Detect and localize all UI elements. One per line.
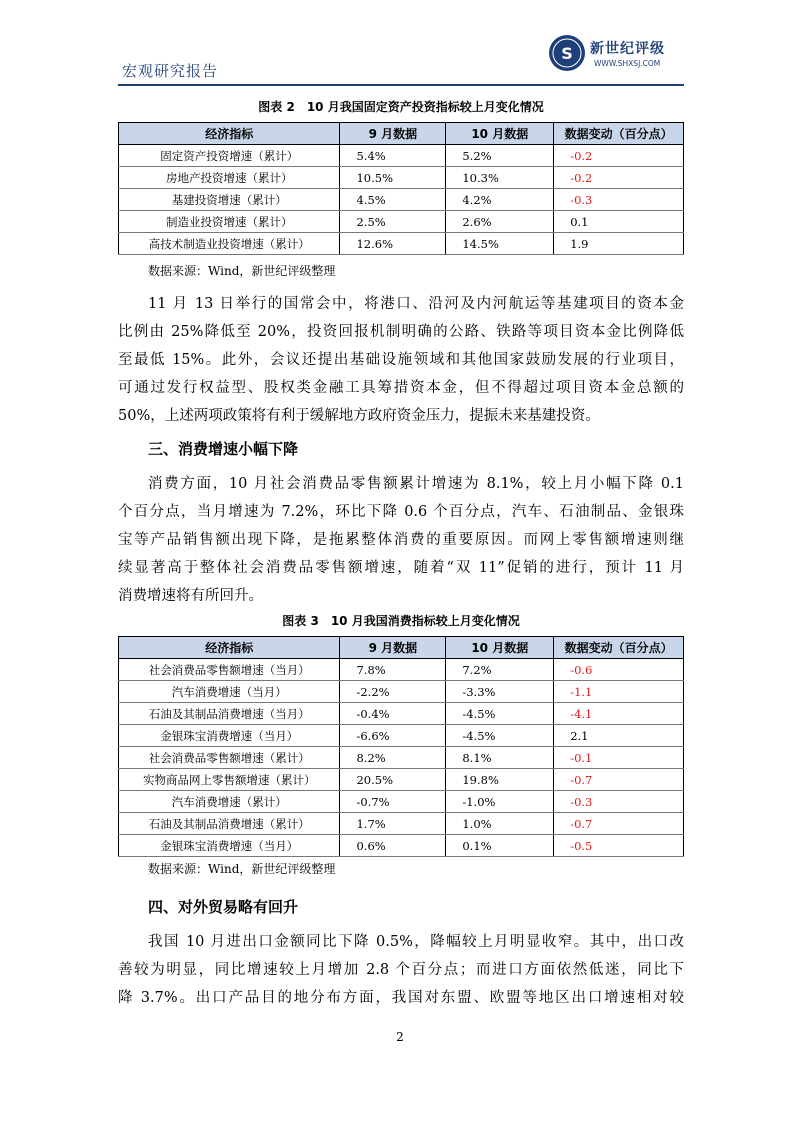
text-line: 降 3.7%。出口产品目的地分布方面，我国对东盟、欧盟等地区出口增速相对较 <box>118 990 684 1006</box>
oct-value-cell: -4.5% <box>446 703 554 725</box>
sep-value-cell: 12.6% <box>340 233 446 255</box>
text-line: 比例由 25%降低至 20%，投资回报机制明确的公路、铁路等项目资本金比例降低 <box>118 324 684 340</box>
indicator-cell: 金银珠宝消费增速（当月） <box>119 725 340 747</box>
oct-value-cell: -4.5% <box>446 725 554 747</box>
paragraph-infrastructure <box>118 290 684 430</box>
change-cell: -0.5 <box>554 835 684 857</box>
sep-value-cell: -0.4% <box>340 703 446 725</box>
company-logo <box>548 34 678 74</box>
text-line: 至最低 15%。此外，会议还提出基础设施领域和其他国家鼓励发展的行业项目， <box>118 352 684 368</box>
indicator-cell: 高技术制造业投资增速（累计） <box>119 233 340 255</box>
oct-value-cell: -1.0% <box>446 791 554 813</box>
table-row <box>119 769 684 791</box>
sep-value-cell: 8.2% <box>340 747 446 769</box>
indicator-cell: 汽车消费增速（累计） <box>119 791 340 813</box>
section-heading-consumption: 三、消费增速小幅下降 <box>148 440 299 458</box>
text-line: 善较为明显，同比增速较上月增加 2.8 个百分点；而进口方面依然低迷，同比下 <box>118 962 684 978</box>
change-cell: -0.7 <box>554 769 684 791</box>
table-header: 经济指标 <box>119 123 340 145</box>
change-cell: -0.3 <box>554 791 684 813</box>
table-row <box>119 167 684 189</box>
oct-value-cell: 4.2% <box>446 189 554 211</box>
table-row <box>119 813 684 835</box>
sep-value-cell: 0.6% <box>340 835 446 857</box>
oct-value-cell: -3.3% <box>446 681 554 703</box>
table-row <box>119 659 684 681</box>
page-number: 2 <box>396 1030 404 1044</box>
oct-value-cell: 7.2% <box>446 659 554 681</box>
indicator-cell: 石油及其制品消费增速（当月） <box>119 703 340 725</box>
indicator-cell: 金银珠宝消费增速（当月） <box>119 835 340 857</box>
indicator-cell: 固定资产投资增速（累计） <box>119 145 340 167</box>
indicator-cell: 社会消费品零售额增速（累计） <box>119 747 340 769</box>
oct-value-cell: 1.0% <box>446 813 554 835</box>
oct-value-cell: 5.2% <box>446 145 554 167</box>
section-heading-trade: 四、对外贸易略有回升 <box>148 898 299 916</box>
oct-value-cell: 19.8% <box>446 769 554 791</box>
table-row <box>119 681 684 703</box>
table-header: 10 月数据 <box>446 637 554 659</box>
table-row <box>119 703 684 725</box>
table-header: 数据变动（百分点） <box>554 637 684 659</box>
report-header-title: 宏观研究报告 <box>122 62 219 80</box>
change-cell: -0.1 <box>554 747 684 769</box>
table-row <box>119 791 684 813</box>
text-line: 11 月 13 日举行的国常会中，将港口、沿河及内河航运等基建项目的资本金 <box>148 296 684 312</box>
change-cell: 1.9 <box>554 233 684 255</box>
text-line: 续显著高于整体社会消费品零售额增速，随着“双 11”促销的进行，预计 11 月 <box>118 560 684 576</box>
text-line: 消费方面，10 月社会消费品零售额累计增速为 8.1%，较上月小幅下降 0.1 <box>148 476 684 492</box>
indicator-cell: 社会消费品零售额增速（当月） <box>119 659 340 681</box>
table-header: 9 月数据 <box>340 637 446 659</box>
change-cell: 0.1 <box>554 211 684 233</box>
sep-value-cell: 20.5% <box>340 769 446 791</box>
change-cell: -1.1 <box>554 681 684 703</box>
oct-value-cell: 14.5% <box>446 233 554 255</box>
sep-value-cell: 1.7% <box>340 813 446 835</box>
table-row <box>119 211 684 233</box>
table-row <box>119 747 684 769</box>
sep-value-cell: -0.7% <box>340 791 446 813</box>
consumption-table <box>118 636 684 857</box>
table1-source: 数据来源：Wind，新世纪评级整理 <box>148 264 336 278</box>
sep-value-cell: 5.4% <box>340 145 446 167</box>
table2-source: 数据来源：Wind，新世纪评级整理 <box>148 862 336 876</box>
change-cell: -0.7 <box>554 813 684 835</box>
sep-value-cell: 7.8% <box>340 659 446 681</box>
indicator-cell: 房地产投资增速（累计） <box>119 167 340 189</box>
table2-caption: 图表 3 10 月我国消费指标较上月变化情况 <box>282 614 520 628</box>
text-line: 宝等产品销售额出现下降，是拖累整体消费的重要原因。而网上零售额增速则继 <box>118 532 684 548</box>
change-cell: -0.3 <box>554 189 684 211</box>
table-row <box>119 145 684 167</box>
change-cell: -0.6 <box>554 659 684 681</box>
change-cell: 2.1 <box>554 725 684 747</box>
table-header: 经济指标 <box>119 637 340 659</box>
fixed-asset-investment-table <box>118 122 684 255</box>
sep-value-cell: -6.6% <box>340 725 446 747</box>
logo-name: 新世纪评级 <box>590 41 665 57</box>
text-line: 个百分点，当月增速为 7.2%，环比下降 0.6 个百分点，汽车、石油制品、金银珠 <box>118 504 684 520</box>
oct-value-cell: 10.3% <box>446 167 554 189</box>
change-cell: -0.2 <box>554 167 684 189</box>
table-row <box>119 233 684 255</box>
header-divider <box>118 84 684 86</box>
table-header: 9 月数据 <box>340 123 446 145</box>
text-line: 消费增速将有所回升。 <box>118 588 263 604</box>
text-line: 我国 10 月进出口金额同比下降 0.5%，降幅较上月明显收窄。其中，出口改 <box>148 934 684 950</box>
sep-value-cell: 2.5% <box>340 211 446 233</box>
oct-value-cell: 2.6% <box>446 211 554 233</box>
paragraph-consumption <box>118 470 684 610</box>
text-line: 50%，上述两项政策将有利于缓解地方政府资金压力，提振未来基建投资。 <box>118 408 600 424</box>
change-cell: -4.1 <box>554 703 684 725</box>
indicator-cell: 石油及其制品消费增速（累计） <box>119 813 340 835</box>
table1-caption: 图表 2 10 月我国固定资产投资指标较上月变化情况 <box>258 100 544 114</box>
oct-value-cell: 8.1% <box>446 747 554 769</box>
table-row <box>119 835 684 857</box>
indicator-cell: 实物商品网上零售额增速（累计） <box>119 769 340 791</box>
table-row <box>119 189 684 211</box>
paragraph-trade <box>118 928 684 1012</box>
oct-value-cell: 0.1% <box>446 835 554 857</box>
indicator-cell: 基建投资增速（累计） <box>119 189 340 211</box>
indicator-cell: 汽车消费增速（当月） <box>119 681 340 703</box>
indicator-cell: 制造业投资增速（累计） <box>119 211 340 233</box>
text-line: 可通过发行权益型、股权类金融工具筹措资本金，但不得超过项目资本金总额的 <box>118 380 684 396</box>
logo-mark-letter: S <box>561 44 573 63</box>
logo-emblem-icon <box>548 34 586 72</box>
change-cell: -0.2 <box>554 145 684 167</box>
table-header: 数据变动（百分点） <box>554 123 684 145</box>
sep-value-cell: 4.5% <box>340 189 446 211</box>
logo-url: WWW.SHXSJ.COM <box>594 59 661 68</box>
table-header: 10 月数据 <box>446 123 554 145</box>
sep-value-cell: -2.2% <box>340 681 446 703</box>
table-row <box>119 725 684 747</box>
sep-value-cell: 10.5% <box>340 167 446 189</box>
